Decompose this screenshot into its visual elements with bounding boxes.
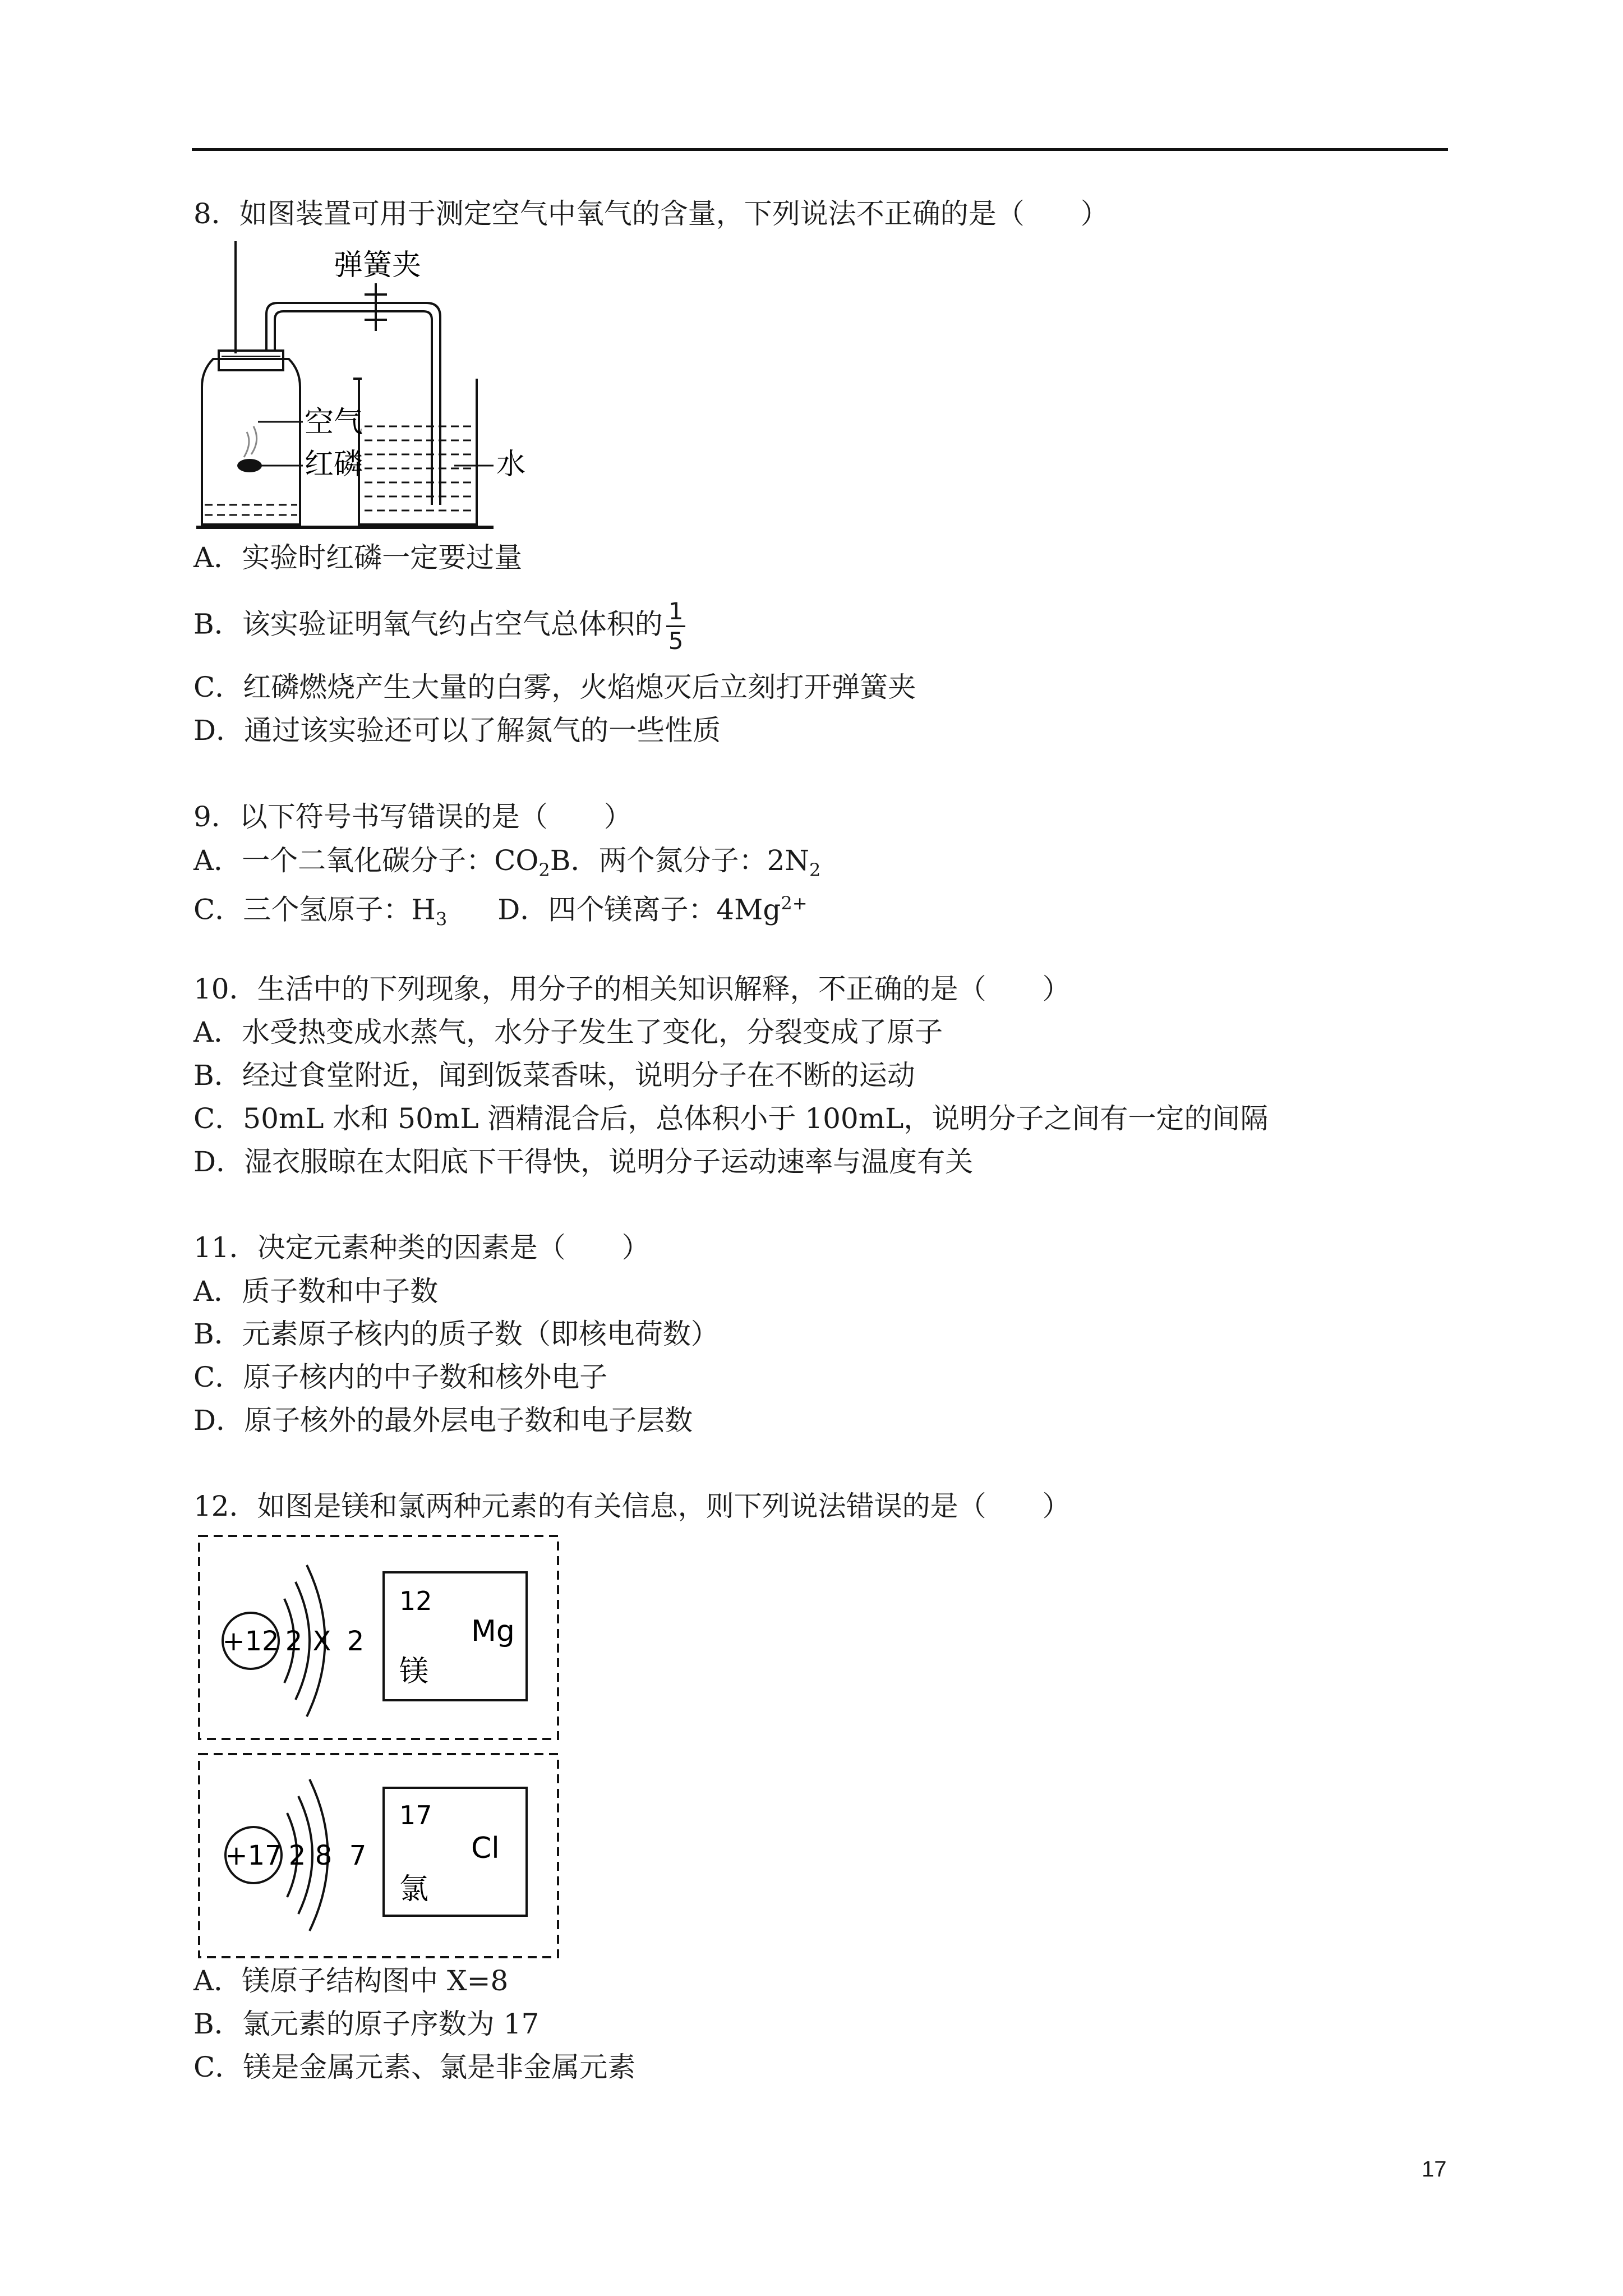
q8-option-c: C．红磷燃烧产生大量的白雾，火焰熄灭后立刻打开弹簧夹 — [193, 671, 916, 703]
q11-stem: 11．决定元素种类的因素是（ ） — [193, 1231, 650, 1264]
q9-c-subscript: 3 — [435, 908, 448, 930]
page-number: 17 — [1422, 2157, 1447, 2182]
cl-shell-1: 2 — [288, 1840, 306, 1871]
q10-stem: 10．生活中的下列现象，用分子的相关知识解释，不正确的是（ ） — [193, 973, 1071, 1005]
mg-shell-3: 2 — [347, 1626, 365, 1657]
q9-b-subscript: 2 — [809, 859, 821, 881]
q12-option-b: B．氯元素的原子序数为 17 — [193, 2008, 540, 2040]
q9-option-b: B．两个氮分子：2N — [550, 844, 810, 877]
mg-shell-2: X — [312, 1626, 331, 1657]
q12-stem: 12．如图是镁和氯两种元素的有关信息，则下列说法错误的是（ ） — [193, 1490, 1071, 1522]
cl-shell-3: 7 — [349, 1840, 367, 1871]
mg-atomic-number: 12 — [399, 1586, 432, 1616]
q11-option-c: C．原子核内的中子数和核外电子 — [193, 1361, 608, 1393]
mg-name: 镁 — [399, 1655, 429, 1688]
q10-option-a: A．水受热变成水蒸气，水分子发生了变化，分裂变成了原子 — [193, 1016, 943, 1048]
q12-option-a: A．镁原子结构图中 X=8 — [193, 1964, 509, 1997]
q9-a-subscript: 2 — [538, 859, 550, 881]
q8-stem: 8．如图装置可用于测定空气中氧气的含量，下列说法不正确的是（ ） — [193, 197, 1109, 230]
q9-option-d: D．四个镁离子：4Mg — [497, 893, 781, 926]
q10-option-b: B．经过食堂附近，闻到饭菜香味，说明分子在不断的运动 — [193, 1059, 915, 1092]
cl-name: 氯 — [399, 1872, 429, 1906]
q8-option-b — [193, 597, 685, 655]
label-air: 空气 — [305, 406, 363, 439]
fraction-denominator: 5 — [668, 627, 684, 655]
q9-d-superscript: 2+ — [781, 892, 808, 914]
q9-option-c: C．三个氢原子：H — [193, 893, 436, 926]
mg-symbol: Mg — [471, 1614, 515, 1648]
cl-symbol: Cl — [471, 1832, 500, 1865]
q11-option-d: D．原子核外的最外层电子数和电子层数 — [193, 1404, 693, 1437]
label-water: 水 — [496, 448, 526, 481]
q12-option-c: C．镁是金属元素、氯是非金属元素 — [193, 2051, 636, 2083]
label-red-phosphorus: 红磷 — [305, 448, 363, 481]
header-rule — [192, 148, 1448, 151]
mg-shell-1: 2 — [285, 1626, 303, 1657]
q8-apparatus-figure — [191, 241, 550, 533]
q9-options-ab — [193, 843, 820, 888]
cl-atomic-number: 17 — [399, 1800, 432, 1830]
q8-option-a: A．实验时红磷一定要过量 — [193, 541, 523, 574]
q9-option-a: A．一个二氧化碳分子：CO — [193, 844, 539, 877]
cl-nucleus: +17 — [225, 1840, 282, 1871]
q12-element-info-figure — [197, 1534, 562, 1961]
q11-option-a: A．质子数和中子数 — [193, 1275, 439, 1308]
fraction-numerator: 1 — [666, 597, 686, 627]
q8-option-d: D．通过该实验还可以了解氮气的一些性质 — [193, 714, 721, 747]
q10-option-c: C．50mL 水和 50mL 酒精混合后，总体积小于 100mL，说明分子之间有一定的间隔 — [193, 1102, 1269, 1135]
cl-shell-2: 8 — [315, 1840, 333, 1871]
mg-nucleus: +12 — [222, 1626, 279, 1657]
q9-stem: 9．以下符号书写错误的是（ ） — [193, 800, 632, 833]
q9-options-cd — [193, 885, 808, 937]
q8-option-b-text: B．该实验证明氧气约占空气总体积的 — [193, 608, 663, 641]
label-spring-clamp: 弹簧夹 — [334, 249, 422, 282]
fraction-one-fifth — [666, 597, 686, 655]
q11-option-b: B．元素原子核内的质子数（即核电荷数） — [193, 1318, 719, 1350]
q10-option-d: D．湿衣服晾在太阳底下干得快，说明分子运动速率与温度有关 — [193, 1145, 974, 1178]
